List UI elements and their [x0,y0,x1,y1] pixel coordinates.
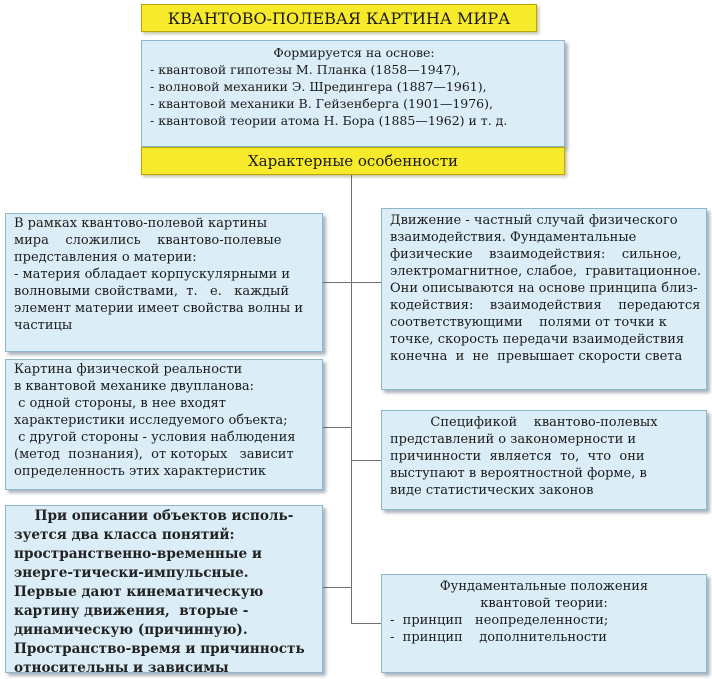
box-line: Картина физической реальности [14,362,243,377]
box-line: причинности является то, что они [390,449,645,464]
basis-item: - волновой механики Э. Шредингера (1887—1961), [150,79,487,94]
box-line: элемент материи имеет свойства волны и [14,301,304,316]
box-line: динамическую (причинную). [14,622,248,638]
physical-reality-box [5,359,323,490]
box-line: виде статистических законов [390,483,594,498]
box-line: Пространство-время и причинность [14,641,305,657]
box-line: Первые дают кинематическую [14,584,264,600]
box-line: характеристики исследуемого объекта; [14,413,288,428]
box-line: конечна и не превышает скорости света [390,349,683,364]
box-line: соответствующими полями от точки к [390,315,667,330]
basis-item: - квантовой теории атома Н. Бора (1885—1962) и т. д. [150,113,508,128]
basis-item: - квантовой гипотезы М. Планка (1858—1947), [150,62,461,77]
box-line: точке, скорость передачи взаимодействия [390,332,685,347]
box-line: - принцип неопределенности; [390,613,609,628]
box-line: в квантовой механике двупланова: [14,379,255,394]
box-line: физические взаимодействия: сильное, [390,247,682,262]
box-line: квантовой теории: [480,596,608,611]
causality-box [381,410,707,510]
connector-right-3 [351,623,381,624]
connector-right-1 [351,282,381,283]
box-line: (метод познания), от которых зависит [14,447,294,462]
box-line: электромагнитное, слабое, гравитационное. [390,264,702,279]
box-line: картину движения, вторые - [14,603,249,619]
box-line: Движение - частный случай физического [390,213,678,228]
basis-heading: Формируется на основе: [273,45,435,60]
box-line: частицы [14,318,73,333]
box-line: с другой стороны - условия наблюдения [14,430,296,445]
box-line: взаимодействия. Фундаментальные [390,230,637,245]
box-line: выступают в вероятностной форме, в [390,466,647,481]
box-line: кодействия: взаимодействия передаются [390,298,701,313]
connector-left-1 [323,282,351,283]
box-line: энерге-тически-импульсные. [14,565,249,581]
interaction-box [381,208,707,390]
box-line: Фундаментальные положения [439,579,649,594]
box-line: При описании объектов исполь- [34,508,294,524]
features-banner: Характерные особенности [141,147,565,175]
box-line: зуется два класса понятий: [14,527,235,543]
connector-center-vertical [351,175,352,624]
box-line: с одной стороны, в нее входят [14,396,226,411]
box-line: - принцип дополнительности [390,630,607,645]
diagram-title: КВАНТОВО-ПОЛЕВАЯ КАРТИНА МИРА [141,4,537,32]
box-line: волновыми свойствами, т. е. каждый [14,284,290,299]
connector-left-2 [323,427,351,428]
quantum-principles-box [381,574,707,673]
box-line: мира сложились квантово-полевые [14,233,282,248]
box-line: представления о материи: [14,250,197,265]
connector-left-3 [323,587,351,588]
basis-item: - квантовой механики В. Гейзенберга (1901—1976), [150,96,493,111]
concept-classes-box [5,505,323,676]
matter-representation-box [5,213,323,352]
box-line: пространственно-временные и [14,546,262,562]
box-line: В рамках квантово-полевой картины [14,216,268,231]
box-line: Спецификой квантово-полевых [430,415,658,430]
box-line: определенность этих характеристик [14,464,267,479]
box-line: - материя обладает корпускулярными и [14,267,291,282]
box-line: относительны и зависимы [14,660,229,676]
box-line: представлений о закономерности и [390,432,637,447]
connector-right-2 [351,460,381,461]
basis-box [141,40,565,147]
box-line: Они описываются на основе принципа близ- [390,281,698,296]
